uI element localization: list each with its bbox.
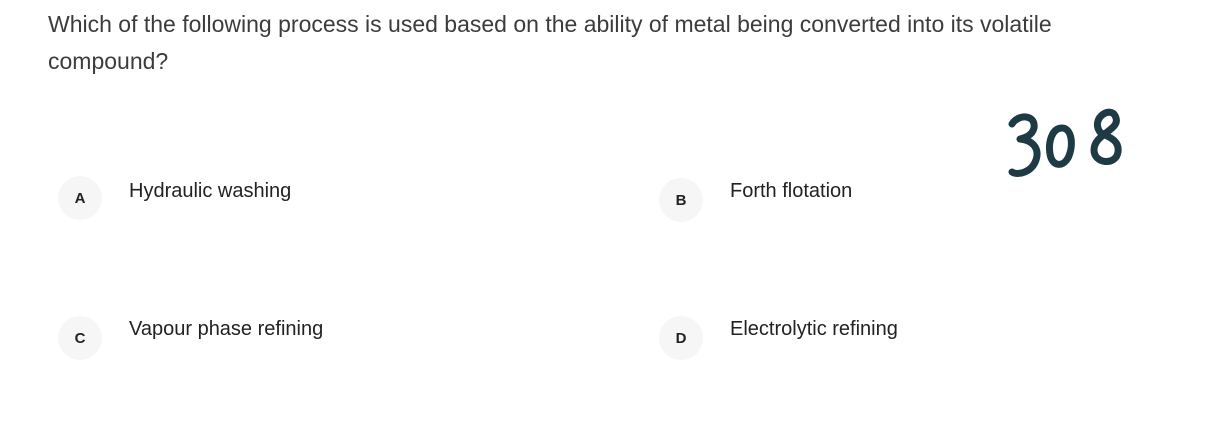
handwritten-digit-3 <box>1012 117 1037 174</box>
option-a[interactable] <box>58 178 578 226</box>
option-text: Vapour phase refining <box>129 318 324 340</box>
option-letter-badge: B <box>659 178 703 222</box>
option-d[interactable] <box>659 316 1179 364</box>
handwritten-digit-0 <box>1050 128 1072 164</box>
option-letter-badge: A <box>58 176 102 220</box>
option-letter-badge: D <box>659 316 703 360</box>
option-text: Hydraulic washing <box>129 180 292 202</box>
option-b[interactable] <box>659 178 1179 226</box>
option-letter-badge: C <box>58 316 102 360</box>
option-text: Electrolytic refining <box>730 318 898 340</box>
handwritten-digit-8 <box>1094 112 1118 161</box>
option-text: Forth flotation <box>730 180 853 202</box>
question-text: Which of the following process is used based on the ability of metal being converted into its volatile compound? <box>48 11 1052 74</box>
option-c[interactable] <box>58 316 578 364</box>
handwritten-annotation <box>1004 98 1128 188</box>
